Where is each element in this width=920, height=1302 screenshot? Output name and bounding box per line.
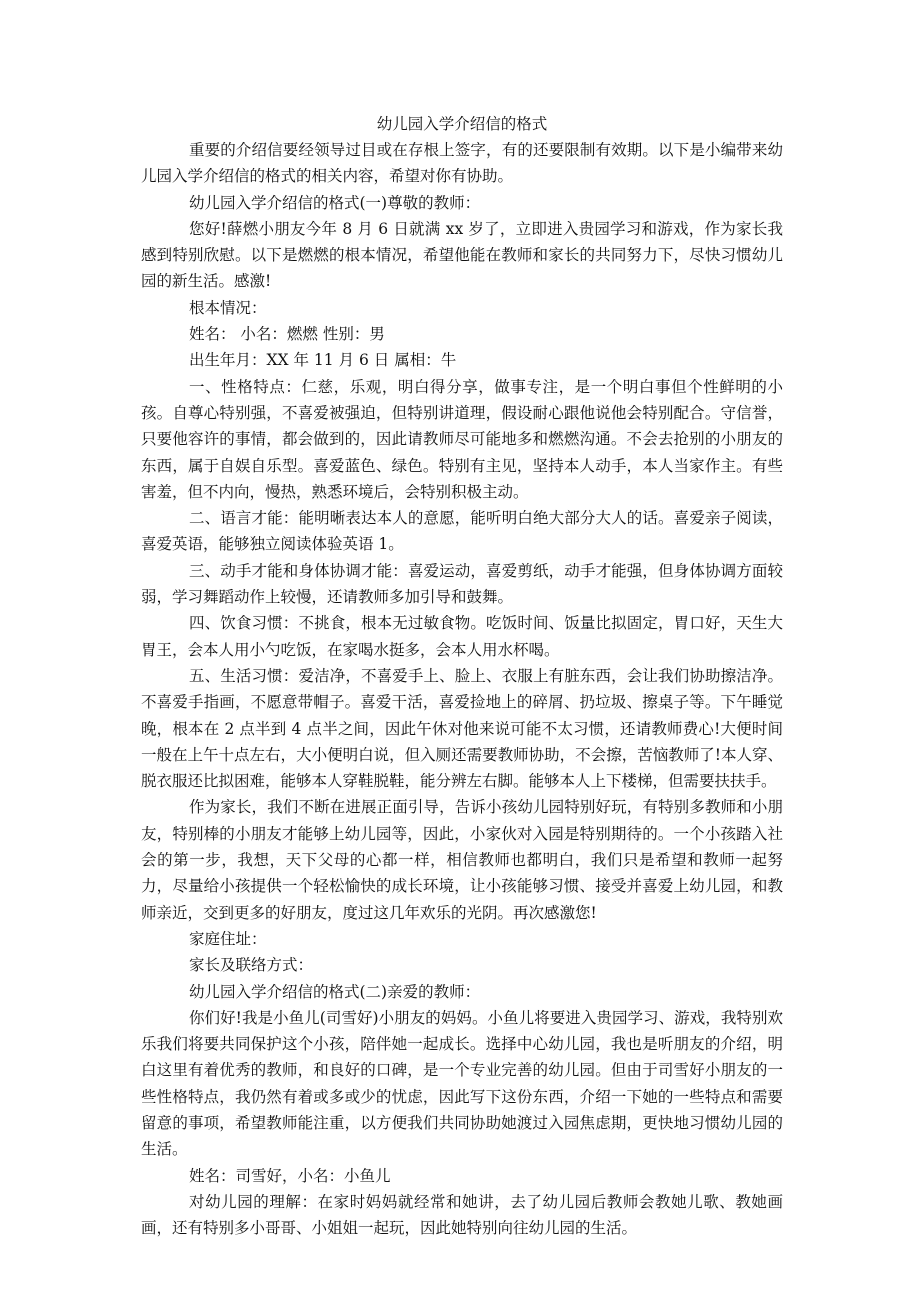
kindergarten-understanding-paragraph: 对幼儿园的理解：在家时妈妈就经常和她讲，去了幼儿园后教师会教她儿歌、教她画画，还有特别多小哥哥、小姐姐一起玩，因此她特别向往幼儿园的生活。 bbox=[141, 1192, 783, 1238]
letter-one-heading: 幼儿园入学介绍信的格式(一)尊敬的教师： bbox=[189, 193, 481, 212]
name-line: 姓名： 小名：燃燃 性别：男 bbox=[189, 325, 385, 344]
birth-line: 出生年月：XX 年 11 月 6 日 属相：牛 bbox=[189, 351, 457, 370]
motor-skills-paragraph: 三、动手才能和身体协调才能：喜爱运动，喜爱剪纸，动手才能强，但身体协调方面较弱，学习舞蹈动作上较慢，还请教师多加引导和鼓舞。 bbox=[141, 561, 783, 607]
letter-two-greeting: 你们好!我是小鱼儿(司雪好)小朋友的妈妈。小鱼儿将要进入贵园学习、游戏，我特别欢乐我们将要共同保护这个小孩，陪伴她一起成长。选择中心幼儿园，我也是听朋友的介绍，明白这里有着优秀的教师，和良好的口碑，是一个专业完善的幼儿园。但由于司雪好小朋友的一些性格特点，我仍然有着或多或少的忧虑，因此写下这份东西，介绍一下她的一些特点和需要留意的事项，希望教师能注重，以方便我们共同协助她渡过入园焦虑期，更快地习惯幼儿园的生活。 bbox=[141, 1008, 783, 1159]
document-body bbox=[141, 137, 783, 1241]
intro-paragraph: 重要的介绍信要经领导过目或在存根上签字，有的还要限制有效期。以下是小编带来幼儿园入学介绍信的格式的相关内容，希望对你有协助。 bbox=[141, 141, 783, 186]
letter-two-heading: 幼儿园入学介绍信的格式(二)亲爱的教师： bbox=[189, 982, 481, 1001]
document-title: 幼儿园入学介绍信的格式 bbox=[376, 115, 548, 133]
personality-paragraph: 一、性格特点：仁慈，乐观，明白得分享，做事专注，是一个明白事但个性鲜明的小孩。自尊心特别强，不喜爱被强迫，但特别讲道理，假设耐心跟他说他会特别配合。守信誉，只要他容许的事情，都会做到的，因此请教师尽可能地多和燃燃沟通。不会去抢别的小朋友的东西，属于自娱自乐型。喜爱蓝色、绿色。特别有主见，坚持本人动手，本人当家作主。有些害羞，但不内向，慢热，熟悉环境后，会特别积极主动。 bbox=[141, 377, 783, 501]
language-paragraph: 二、语言才能：能明晰表达本人的意愿，能听明白绝大部分大人的话。喜爱亲子阅读，喜爱英语，能够独立阅读体验英语 1。 bbox=[141, 509, 783, 554]
basic-info-heading: 根本情况： bbox=[189, 298, 267, 317]
diet-paragraph: 四、饮食习惯：不挑食，根本无过敏食物。吃饭时间、饭量比拟固定，胃口好，天生大胃王，会本人用小勺吃饭，在家喝水挺多，会本人用水杯喝。 bbox=[141, 614, 783, 659]
letter-two-name-line: 姓名：司雪好，小名：小鱼儿 bbox=[189, 1166, 391, 1185]
letter-one-greeting: 您好!薛燃小朋友今年 8 月 6 日就满 xx 岁了，立即进入贵园学习和游戏，作为家长我感到特别欣慰。以下是燃燃的根本情况，希望他能在教师和家长的共同努力下，尽快习惯幼儿园的新生活。感激! bbox=[141, 219, 783, 291]
document-page bbox=[141, 112, 783, 1241]
habits-paragraph: 五、生活习惯：爱洁净，不喜爱手上、脸上、衣服上有脏东西，会让我们协助擦洁净。不喜爱手指画，不愿意带帽子。喜爱干活，喜爱捡地上的碎屑、扔垃圾、擦桌子等。下午睡觉晚，根本在 2 点半到 4 点半之间，因此午休对他来说可能不太习惯，还请教师费心!大便时间一般在上午十点左右，大小便明白说，但入厕还需要教师协助，不会擦，苦恼教师了!本人穿、脱衣服还比拟困难，能够本人穿鞋脱鞋，能分辨左右脚。能够本人上下楼梯，但需要扶扶手。 bbox=[141, 666, 783, 791]
contact-line: 家长及联络方式： bbox=[189, 956, 314, 975]
parent-note-paragraph: 作为家长，我们不断在进展正面引导，告诉小孩幼儿园特别好玩，有特别多教师和小朋友，特别棒的小朋友才能够上幼儿园等，因此，小家伙对入园是特别期待的。一个小孩踏入社会的第一步，我想，天下父母的心都一样，相信教师也都明白，我们只是希望和教师一起努力，尽量给小孩提供一个轻松愉快的成长环境，让小孩能够习惯、接受并喜爱上幼儿园，和教师亲近，交到更多的好朋友，度过这几年欢乐的光阴。再次感激您! bbox=[141, 798, 783, 922]
address-line: 家庭住址： bbox=[189, 929, 267, 948]
